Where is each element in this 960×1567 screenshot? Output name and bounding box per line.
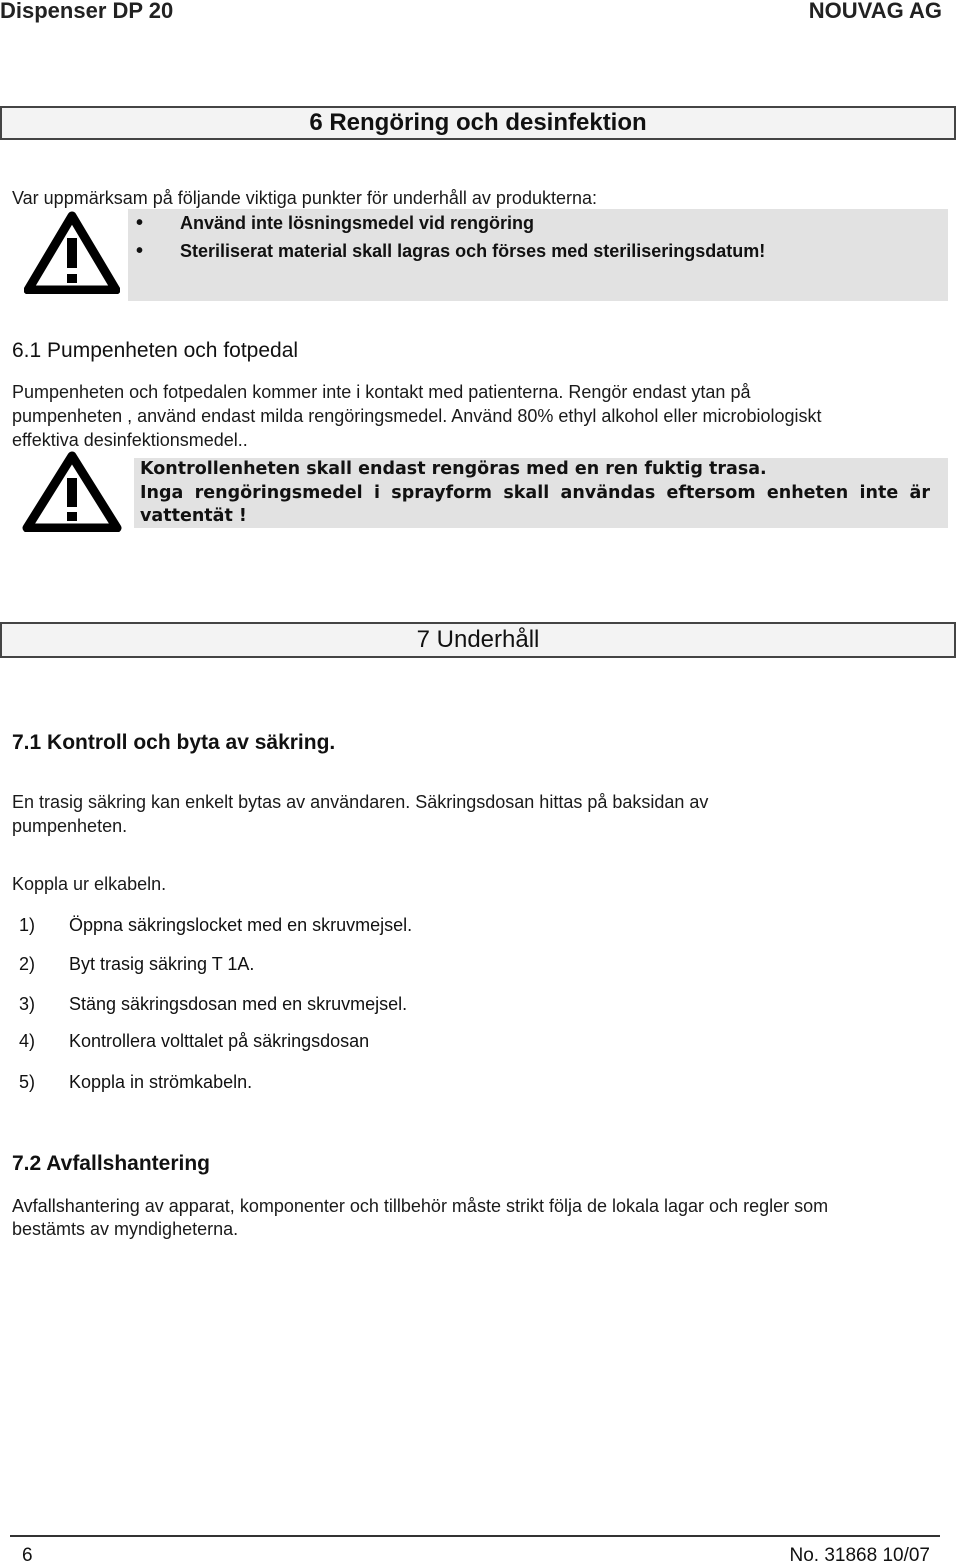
list-item: 2) Byt trasig säkring T 1A. [19,954,255,974]
warning-triangle-icon [24,210,120,294]
section-7-1-pre-steps: Koppla ur elkabeln. [12,874,167,894]
page-number: 6 [22,1545,33,1566]
header-title: Dispenser DP 20 [0,0,174,23]
section-6-1-heading: 6.1 Pumpenheten och fotpedal [12,339,299,362]
bullet-item: • Steriliserat material skall lagras och förses med steriliseringsdatum! [128,237,948,265]
section-7-2-line: bestämts av myndigheterna. [12,1219,239,1239]
section-6-intro: Var uppmärksam på följande viktiga punkter för underhåll av produkterna: [12,188,597,208]
bullet-icon: • [136,240,144,262]
warning-text-line: Inga rengöringsmedel i sprayform skall användas eftersom enheten inte är [140,483,930,503]
list-item: 4) Kontrollera volttalet på säkringsdosan [19,1031,370,1051]
section-6-1-line: pumpenheten , använd endast milda rengöringsmedel. Använd 80% ethyl alkohol eller microbiologiskt [12,406,822,426]
section-6-1-line: effektiva desinfektionsmedel.. [12,430,248,450]
section-7-2-line: Avfallshantering av apparat, komponenter och tillbehör måste strikt följa de lokala lagar och regler som [12,1196,829,1216]
document-number: No. 31868 10/07 [789,1545,930,1566]
warning-text-line: Kontrollenheten skall endast rengöras med en ren fuktig trasa. [140,459,767,479]
section-6-title: 6 Rengöring och desinfektion [309,109,647,136]
section-7-1-line: En trasig säkring kan enkelt bytas av användaren. Säkringsdosan hittas på baksidan av [12,792,709,812]
footer-divider [10,1535,940,1537]
bullet-icon: • [136,212,144,234]
bullet-item: • Använd inte lösningsmedel vid rengöring [128,209,948,237]
warning-triangle-icon [22,450,122,532]
section-7-title-box [0,622,956,658]
section-7-title: 7 Underhåll [416,626,540,653]
section-6-title-box [0,106,956,140]
section-7-2-heading: 7.2 Avfallshantering [12,1152,211,1175]
section-7-1-line: pumpenheten. [12,816,128,836]
list-item: 1) Öppna säkringslocket med en skruvmejsel. [19,915,413,935]
warning-text-line: vattentät ! [140,506,247,526]
section-6-1-line: Pumpenheten och fotpedalen kommer inte i kontakt med patienterna. Rengör endast ytan på [12,382,751,402]
section-7-1-heading: 7.1 Kontroll och byta av säkring. [12,731,336,754]
header-company: NOUVAG AG [808,0,942,23]
list-item: 5) Koppla in strömkabeln. [19,1072,253,1092]
list-item: 3) Stäng säkringsdosan med en skruvmejsel. [19,994,408,1014]
